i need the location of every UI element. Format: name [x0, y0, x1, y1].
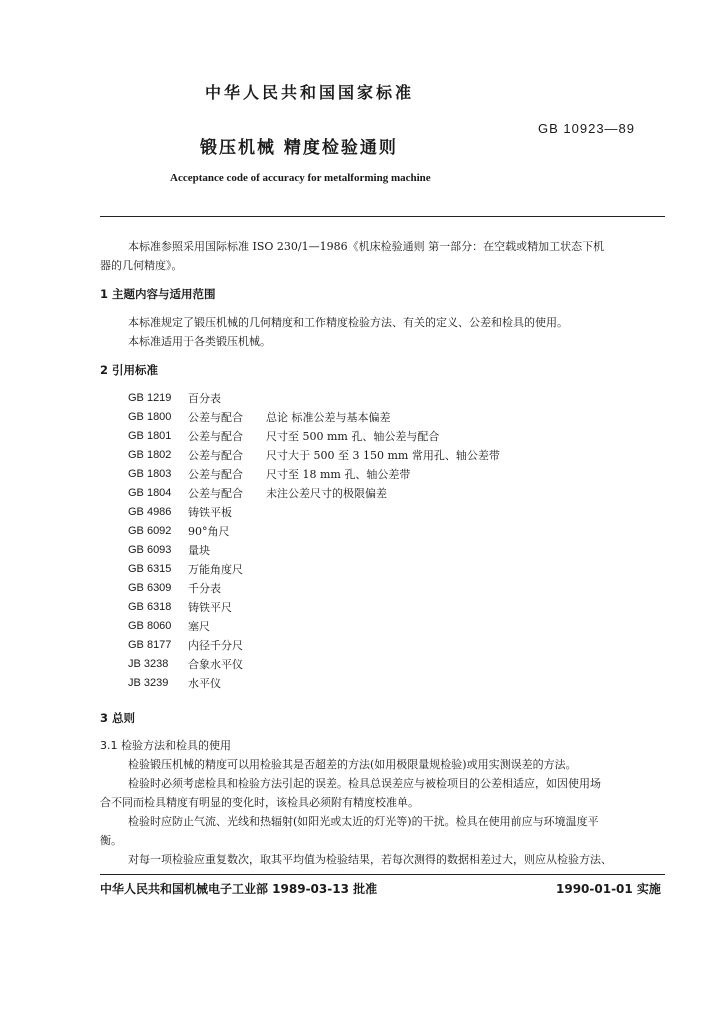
- reference-title: 万能角度尺: [188, 563, 243, 576]
- reference-title: 公差与配合: [188, 449, 243, 462]
- intro-line-1: 本标准参照采用国际标准 ISO 230/1—1986《机床检验通则 第一部分：在空载或精加工状态下机: [128, 240, 605, 253]
- reference-row: [128, 541, 500, 560]
- reference-subtitle: 未注公差尺寸的极限偏差: [266, 487, 387, 500]
- section-3-para-1: 检验锻压机械的精度可以用检验其是否超差的方法(如用极限量规检验)或用实测误差的方法。: [128, 758, 577, 771]
- reference-code: GB 1801: [128, 430, 172, 442]
- reference-subtitle: 尺寸大于 500 至 3 150 mm 常用孔、轴公差带: [266, 449, 500, 462]
- approval-date: 中华人民共和国机械电子工业部 1989-03-13 批准: [100, 882, 378, 896]
- reference-title: 公差与配合: [188, 411, 243, 424]
- reference-title: 合象水平仪: [188, 658, 243, 671]
- standard-number: GB 10923—89: [538, 121, 636, 136]
- reference-code: JB 3239: [128, 677, 169, 689]
- section-1-heading: 1 主题内容与适用范围: [100, 287, 216, 301]
- reference-code: GB 6309: [128, 582, 172, 594]
- reference-title: 铸铁平尺: [188, 601, 232, 614]
- reference-row: [128, 598, 500, 617]
- section-3-para-3-line-2: 衡。: [100, 834, 122, 847]
- section-1-para-1: 本标准规定了锻压机械的几何精度和工作精度检验方法、有关的定义、公差和检具的使用。: [128, 316, 568, 329]
- reference-title: 公差与配合: [188, 487, 243, 500]
- reference-row: [128, 617, 500, 636]
- reference-code: GB 1800: [128, 411, 172, 423]
- section-3-heading: 3 总则: [100, 711, 136, 725]
- footer-rule: [100, 874, 665, 875]
- reference-code: GB 6092: [128, 525, 172, 537]
- effective-date: 1990-01-01 实施: [556, 882, 661, 896]
- reference-title: 内径千分尺: [188, 639, 243, 652]
- reference-row: [128, 522, 500, 541]
- reference-row: [128, 484, 500, 503]
- reference-code: JB 3238: [128, 658, 169, 670]
- header-rule: [100, 216, 665, 217]
- reference-code: GB 4986: [128, 506, 172, 518]
- reference-row: [128, 560, 500, 579]
- reference-title: 90°角尺: [188, 525, 230, 538]
- reference-row: [128, 427, 500, 446]
- reference-title: 铸铁平板: [188, 506, 232, 519]
- section-3-para-2-line-1: 检验时必须考虑检具和检验方法引起的误差。检具总误差应与被检项目的公差相适应，如因使用场: [128, 777, 601, 790]
- reference-code: GB 1803: [128, 468, 172, 480]
- section-3-para-2-line-2: 合不同而检具精度有明显的变化时，该检具必须附有精度校准单。: [100, 796, 419, 809]
- reference-code: GB 1802: [128, 449, 172, 461]
- reference-title: 量块: [188, 544, 210, 557]
- section-1-para-2: 本标准适用于各类锻压机械。: [128, 335, 271, 348]
- reference-row: [128, 636, 500, 655]
- reference-code: GB 6318: [128, 601, 172, 613]
- reference-subtitle: 尺寸至 18 mm 孔、轴公差带: [266, 468, 411, 481]
- section-3-para-3-line-1: 检验时应防止气流、光线和热辐射(如阳光或太近的灯光等)的干扰。检具在使用前应与环境温度平: [128, 815, 599, 828]
- standard-category-title: 中华人民共和国国家标准: [205, 83, 415, 102]
- reference-list: [128, 389, 500, 693]
- reference-row: [128, 446, 500, 465]
- reference-row: [128, 655, 500, 674]
- reference-row: [128, 503, 500, 522]
- intro-paragraph: [100, 237, 666, 275]
- document-title: 锻压机械 精度检验通则: [200, 138, 398, 158]
- english-title: Acceptance code of accuracy for metalforming machine: [170, 172, 431, 184]
- section-2-heading: 2 引用标准: [100, 363, 159, 377]
- reference-code: GB 8177: [128, 639, 172, 651]
- reference-title: 公差与配合: [188, 468, 243, 481]
- reference-title: 公差与配合: [188, 430, 243, 443]
- reference-subtitle: 尺寸至 500 mm 孔、轴公差与配合: [266, 430, 440, 443]
- reference-title: 千分表: [188, 582, 221, 595]
- reference-subtitle: 总论 标准公差与基本偏差: [266, 411, 391, 424]
- subsection-3-1-heading: 3.1 检验方法和检具的使用: [100, 739, 231, 752]
- reference-title: 塞尺: [188, 620, 210, 633]
- reference-row: [128, 389, 500, 408]
- reference-title: 百分表: [188, 392, 221, 405]
- reference-row: [128, 674, 500, 693]
- section-3-para-4: 对每一项检验应重复数次，取其平均值为检验结果，若每次测得的数据相差过大，则应从检验方法、: [128, 853, 612, 866]
- reference-code: GB 6093: [128, 544, 172, 556]
- reference-row: [128, 408, 500, 427]
- reference-code: GB 1804: [128, 487, 172, 499]
- reference-title: 水平仪: [188, 677, 221, 690]
- reference-code: GB 6315: [128, 563, 172, 575]
- reference-row: [128, 465, 500, 484]
- reference-code: GB 1219: [128, 392, 172, 404]
- reference-code: GB 8060: [128, 620, 172, 632]
- section-1-body: [100, 313, 666, 351]
- section-3-body: [100, 736, 666, 869]
- intro-line-2: 器的几何精度》。: [100, 259, 183, 272]
- reference-row: [128, 579, 500, 598]
